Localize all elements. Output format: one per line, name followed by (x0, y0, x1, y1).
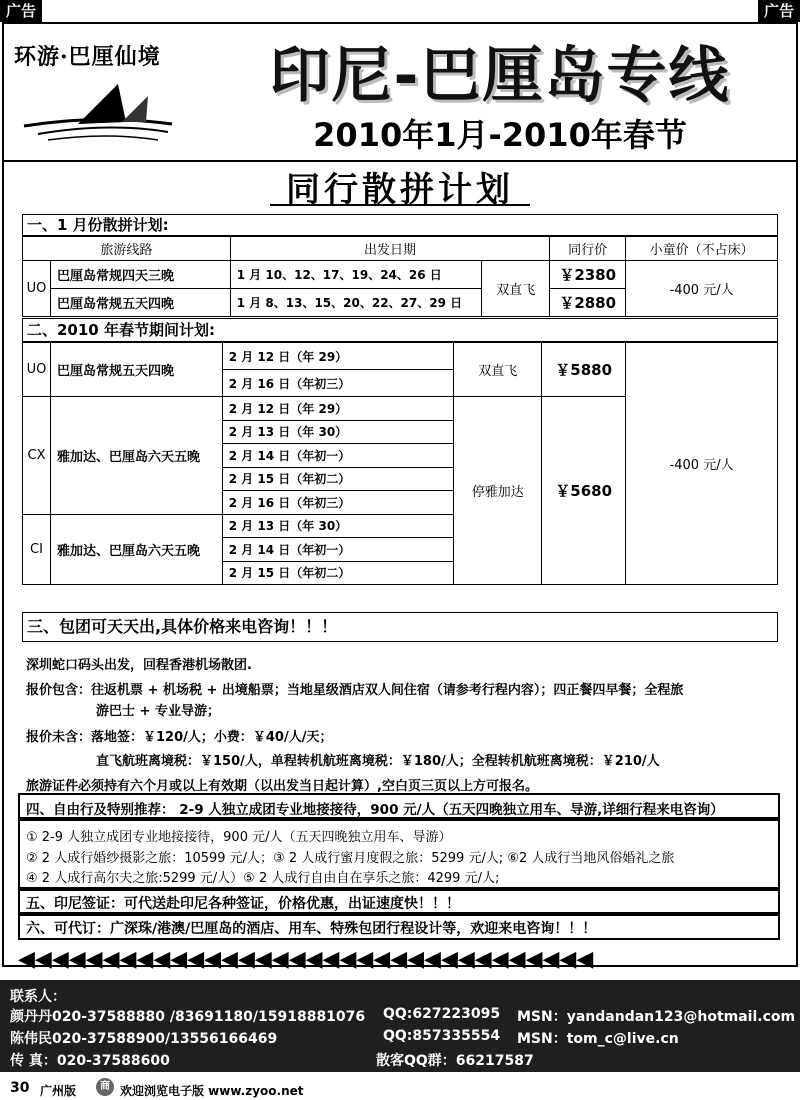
departure-note: 深圳蛇口码头出发，回程香港机场散团. (26, 658, 252, 673)
departure-date: 2 月 16 日（年初三） (222, 491, 454, 515)
route-dates: 1 月 10、12、17、19、24、26 日 (230, 261, 482, 289)
flight-type: 双直飞 (454, 343, 542, 397)
contact-fax: 传 真：020-37588600 (10, 1053, 170, 1069)
badge-icon: 商 (96, 1078, 114, 1096)
route-name: 巴厘岛常规五天四晚 (50, 289, 230, 317)
departure-date: 2 月 14 日（年初一） (222, 444, 454, 468)
section2-table (22, 342, 778, 585)
departure-date: 2 月 14 日（年初一） (222, 538, 454, 562)
arrow-decoration-icon: ◀◀◀◀◀◀◀◀◀◀◀◀◀◀◀◀◀◀◀◀◀◀◀◀◀◀◀◀◀◀◀◀◀◀ (18, 948, 594, 972)
contact-label: 联系人： (10, 989, 66, 1005)
recommend-item: ④ 2 人成行高尔夫之旅:5299 元/人）⑤ 2 人成行自由自在享乐之旅：4299 元/人; (26, 871, 500, 886)
departure-tax: 直飞航班离境税：￥150/人，单程转机航班离境税：￥180/人；全程转机航班离境税：￥210/人 (96, 754, 660, 769)
col-header-route: 旅游线路 (23, 237, 231, 261)
route-dates: 1 月 8、13、15、20、22、27、29 日 (230, 289, 482, 317)
recommend-item: ① 2-9 人独立成团专业地接接待，900 元/人（五天四晚独立用车、导游） (26, 830, 452, 845)
col-header-date: 出发日期 (230, 237, 550, 261)
footer-slogan: 欢迎浏览电子版 www.zyoo.net (120, 1084, 304, 1098)
ad-tag-right: 广告 (758, 0, 800, 22)
route-name: 巴厘岛常规四天三晚 (50, 261, 230, 289)
airline-code: CI (23, 514, 51, 585)
section6-booking: 六、可代订：广深珠/港澳/巴厘岛的酒店、用车、特殊包团行程设计等，欢迎来电咨询！！！ (26, 921, 597, 937)
departure-date: 2 月 12 日（年 29） (222, 397, 454, 421)
departure-date: 2 月 15 日（年初二） (222, 467, 454, 491)
airline-code: UO (23, 343, 51, 397)
ad-tag-left: 广告 (0, 0, 42, 22)
route-name: 巴厘岛常规五天四晚 (50, 343, 222, 397)
page-footer (0, 1076, 800, 1100)
contact-phone-1: 颜丹丹020-37588880 /83691180/15918881076 (10, 1009, 366, 1025)
departure-date: 2 月 12 日（年 29） (222, 343, 454, 370)
col-header-price: 同行价 (550, 237, 626, 261)
departure-date: 2 月 16 日（年初三） (222, 370, 454, 397)
departure-date: 2 月 13 日（年 30） (222, 514, 454, 538)
contact-qq-2: QQ:857335554 (383, 1028, 501, 1044)
departure-date: 2 月 13 日（年 30） (222, 420, 454, 444)
page-number: 30 (10, 1080, 30, 1096)
contact-msn-2: MSN：tom_c@live.cn (517, 1031, 679, 1047)
section1-heading: 一、1 月份散拼计划: (22, 214, 778, 236)
airline-code: CX (23, 397, 51, 515)
child-price: -400 元/人 (626, 261, 778, 317)
boat-logo-icon (18, 78, 178, 144)
contact-qq-group: 散客QQ群：66217587 (376, 1053, 534, 1069)
route-price: ￥5880 (542, 343, 626, 397)
price-excludes: 报价未含：落地签：￥120/人；小费：￥40/人/天； (26, 730, 333, 745)
section3-heading: 三、包团可天天出,具体价格来电咨询！！！ (22, 612, 778, 642)
document-requirement: 旅游证件必须持有六个月或以上有效期（以出发当日起计算）,空白页三页以上方可报名。 (26, 779, 538, 794)
section1-table (22, 236, 778, 317)
child-price: -400 元/人 (626, 343, 778, 585)
contact-qq-1: QQ:627223095 (383, 1006, 501, 1022)
contact-panel (0, 980, 800, 1072)
flight-type: 停雅加达 (454, 397, 542, 585)
flight-type: 双直飞 (482, 261, 550, 317)
plan-title-underline (270, 204, 530, 206)
brand-name: 环游·巴厘仙境 (14, 44, 161, 70)
price-includes-cont: 游巴士 + 专业导游； (96, 704, 220, 719)
section5-visa: 五、印尼签证：可代送赴印尼各种签证，价格优惠，出证速度快！！！ (26, 896, 460, 912)
edition-label: 广州版 (40, 1084, 77, 1098)
route-price: ￥2380 (550, 261, 626, 289)
section4-heading: 四、自由行及特别推荐： 2-9 人独立成团专业地接接待，900 元/人（五天四晚独立用车、导游,详细行程来电咨询） (26, 802, 724, 818)
date-range-title: 2010年1月-2010年春节 (313, 116, 687, 154)
recommend-item: ② 2 人成行婚纱摄影之旅：10599 元/人；③ 2 人成行蜜月度假之旅：5299 元/人; ⑥2 人成行当地风俗婚礼之旅 (26, 851, 675, 866)
route-name: 雅加达、巴厘岛六天五晚 (50, 514, 222, 585)
contact-msn-1: MSN：yandandan123@hotmail.com (517, 1009, 796, 1025)
route-name: 雅加达、巴厘岛六天五晚 (50, 397, 222, 515)
price-includes: 报价包含：往返机票 + 机场税 + 出境船票；当地星级酒店双人间住宿（请参考行程内容）；四正餐四早餐；全程旅 (26, 683, 684, 698)
section2-heading: 二、2010 年春节期间计划: (22, 318, 778, 342)
col-header-child: 小童价（不占床） (626, 237, 778, 261)
route-price: ￥5680 (542, 397, 626, 585)
contact-phone-2: 陈伟民020-37588900/13556166469 (10, 1031, 278, 1047)
main-title: 印尼-巴厘岛专线 (269, 41, 731, 111)
airline-code: UO (23, 261, 51, 317)
plan-title: 同行散拼计划 (286, 170, 514, 210)
route-price: ￥2880 (550, 289, 626, 317)
departure-date: 2 月 15 日（年初二） (222, 561, 454, 585)
